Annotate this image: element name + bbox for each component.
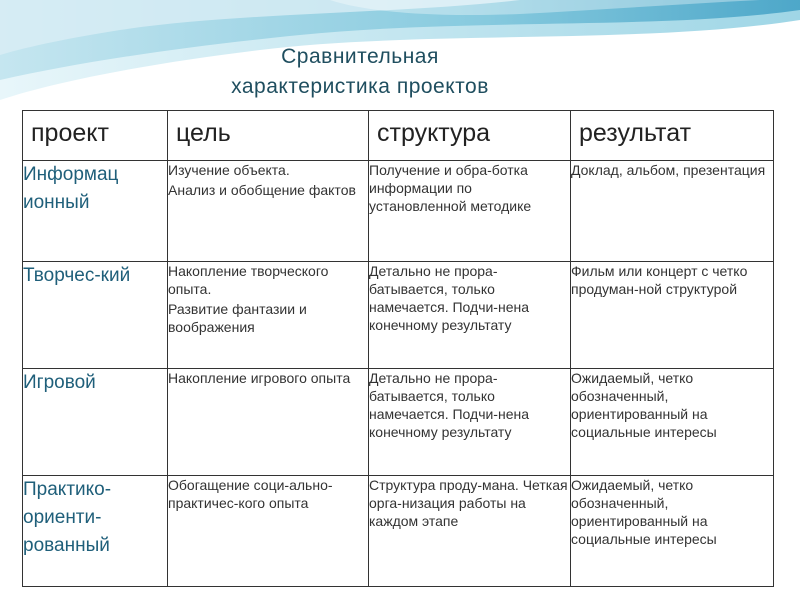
header-project: проект (23, 111, 168, 161)
project-type-cell: Творчес-кий (23, 262, 168, 369)
result-cell (571, 262, 774, 369)
goal-cell (168, 476, 369, 587)
result-cell (571, 476, 774, 587)
comparison-table (22, 110, 774, 587)
goal-text: Анализ и обобщение фактов (168, 182, 356, 198)
header-result: результат (571, 111, 774, 161)
structure-text: Детально не прора-батывается, только намечается. Подчи-нена конечному результату (369, 370, 530, 440)
table-header-row (23, 111, 774, 161)
goal-cell (168, 161, 369, 262)
table-row (23, 161, 774, 262)
header-goal: цель (168, 111, 369, 161)
result-text: Доклад, альбом, презентация (571, 162, 766, 178)
result-cell (571, 369, 774, 476)
goal-text: Развитие фантазии и воображения (168, 301, 307, 335)
project-type-cell: Практико-ориенти-рованный (23, 476, 168, 587)
goal-cell (168, 369, 369, 476)
structure-text: Структура проду-мана. Четкая орга-низация работы на каждом этапе (369, 477, 568, 529)
table-row (23, 262, 774, 369)
page-title (160, 42, 560, 102)
header-structure: структура (369, 111, 571, 161)
goal-text: Изучение объекта. (168, 162, 290, 178)
structure-cell (369, 161, 571, 262)
structure-cell (369, 476, 571, 587)
result-text: Ожидаемый, четко обозначенный, ориентированный на социальные интересы (571, 477, 717, 547)
structure-cell (369, 369, 571, 476)
project-type-cell: Информац ионный (23, 161, 168, 262)
structure-text: Получение и обра-ботка информации по установленной методике (369, 162, 532, 214)
goal-text: Накопление игрового опыта (168, 370, 351, 386)
goal-text: Обогащение соци-ально-практичес-кого опыта (168, 477, 333, 511)
table-row (23, 369, 774, 476)
goal-cell (168, 262, 369, 369)
result-text: Ожидаемый, четко обозначенный, ориентированный на социальные интересы (571, 370, 717, 440)
structure-text: Детально не прора-батывается, только намечается. Подчи-нена конечному результату (369, 263, 530, 333)
goal-text: Накопление творческого опыта. (168, 263, 329, 297)
result-text: Фильм или концерт с четко продуман-ной структурой (571, 263, 748, 297)
title-line-1: Сравнительная (281, 45, 439, 68)
result-cell (571, 161, 774, 262)
table-row (23, 476, 774, 587)
title-line-2: характеристика проектов (231, 75, 489, 98)
project-type-cell: Игровой (23, 369, 168, 476)
structure-cell (369, 262, 571, 369)
